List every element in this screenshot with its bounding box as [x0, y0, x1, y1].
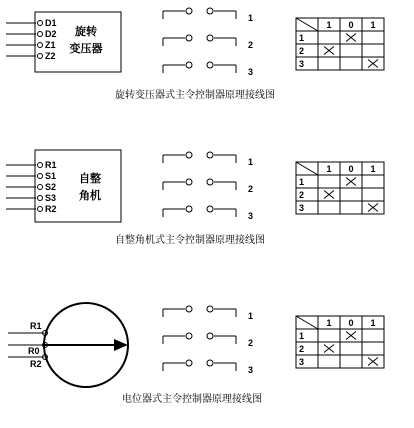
contact-switch: [163, 206, 253, 221]
contact-switch: [163, 35, 253, 50]
table-header-cell: 0: [348, 164, 354, 174]
contact-node-left: [186, 206, 192, 212]
selsyn-panel: [6, 150, 265, 246]
terminal-label-z2: Z2: [45, 51, 56, 61]
terminal-label-s3: S3: [45, 193, 57, 203]
wiper-arrow-head: [114, 339, 128, 351]
terminal-node-d2: [38, 32, 43, 37]
terminal-label-r0: R0: [28, 346, 40, 356]
panel-caption: 自整角机式主令控制器原理接线图: [115, 235, 265, 246]
contact-switch: [163, 8, 253, 23]
table-header-cell: 1: [326, 164, 332, 174]
contact-switch: [163, 179, 253, 194]
contact-node-right: [207, 306, 213, 312]
table-header-cell: 1: [370, 318, 376, 328]
potentiometer-panel: [8, 303, 262, 405]
terminal-node-s3: [38, 196, 43, 201]
contact-label: 1: [248, 13, 254, 23]
terminal-label-r2: R2: [45, 204, 57, 214]
resolver-panel: [6, 12, 275, 101]
contact-node-left: [186, 306, 192, 312]
contact-node-left: [186, 8, 192, 14]
contact-node-right: [207, 179, 213, 185]
table-header-cell: 1: [370, 20, 376, 30]
terminal-node-r2: [38, 207, 43, 212]
table-header-cell: 1: [370, 164, 376, 174]
contact-switch: [163, 152, 253, 167]
table-row-label: 3: [299, 357, 305, 367]
terminal-label-d1: D1: [45, 18, 57, 28]
contact-label: 2: [248, 338, 254, 348]
device-name-line-1: 自整: [79, 172, 101, 185]
contact-table: [296, 162, 384, 214]
contact-node-right: [207, 152, 213, 158]
terminal-node-s2: [38, 185, 43, 190]
contact-node-left: [186, 333, 192, 339]
terminal-label-d2: D2: [45, 29, 57, 39]
terminal-label-r1: R1: [45, 160, 57, 170]
contact-switch: [163, 306, 253, 321]
table-row-label: 1: [299, 33, 305, 43]
terminal-label-r2: R2: [30, 359, 42, 369]
table-row-label: 2: [299, 46, 305, 56]
contact-switch: [163, 360, 253, 375]
contact-node-left: [186, 360, 192, 366]
device-name-line-2: 变压器: [69, 42, 103, 55]
device-name-line-1: 旋转: [75, 25, 97, 38]
device-name-line-2: 角机: [79, 189, 101, 202]
terminal-node-z2: [38, 54, 43, 59]
table-header-cell: 1: [326, 20, 332, 30]
contact-label: 1: [248, 311, 254, 321]
contact-node-right: [207, 35, 213, 41]
switch-group: [163, 152, 253, 221]
contact-table: [296, 18, 384, 70]
contact-tables: [296, 18, 384, 368]
contact-node-left: [186, 62, 192, 68]
contact-node-left: [186, 35, 192, 41]
contact-label: 3: [248, 67, 254, 77]
contact-node-right: [207, 206, 213, 212]
contact-node-left: [186, 152, 192, 158]
switch-group: [163, 306, 253, 375]
terminal-node-d1: [38, 21, 43, 26]
contact-label: 2: [248, 184, 254, 194]
table-header-cell: 1: [326, 318, 332, 328]
table-row-label: 1: [299, 177, 305, 187]
terminal-node-s1: [38, 174, 43, 179]
table-row-label: 2: [299, 190, 305, 200]
contact-node-right: [207, 360, 213, 366]
table-header-cell: 0: [348, 318, 354, 328]
terminal-label-s1: S1: [45, 171, 57, 181]
contact-label: 3: [248, 365, 254, 375]
contact-label: 1: [248, 157, 254, 167]
switch-group: [163, 8, 253, 77]
table-row-label: 3: [299, 203, 305, 213]
contact-table: [296, 316, 384, 368]
contact-node-right: [207, 333, 213, 339]
contact-node-left: [186, 179, 192, 185]
terminal-node-z1: [38, 43, 43, 48]
terminal-label-s2: S2: [45, 182, 57, 192]
terminal-label-z1: Z1: [45, 40, 56, 50]
table-row-label: 3: [299, 59, 305, 69]
table-row-label: 1: [299, 331, 305, 341]
table-header-cell: 0: [348, 20, 354, 30]
terminal-label-r1: R1: [30, 321, 42, 331]
contact-label: 3: [248, 211, 254, 221]
panel-caption: 电位器式主令控制器原理接线图: [122, 394, 262, 405]
table-row-label: 2: [299, 344, 305, 354]
contact-node-right: [207, 62, 213, 68]
contact-switch: [163, 62, 253, 77]
contact-switch: [163, 333, 253, 348]
terminal-node-r1: [38, 163, 43, 168]
contact-node-right: [207, 8, 213, 14]
panel-caption: 旋转变压器式主令控制器原理接线图: [115, 90, 275, 101]
contact-switch-groups: [163, 8, 253, 375]
contact-label: 2: [248, 40, 254, 50]
